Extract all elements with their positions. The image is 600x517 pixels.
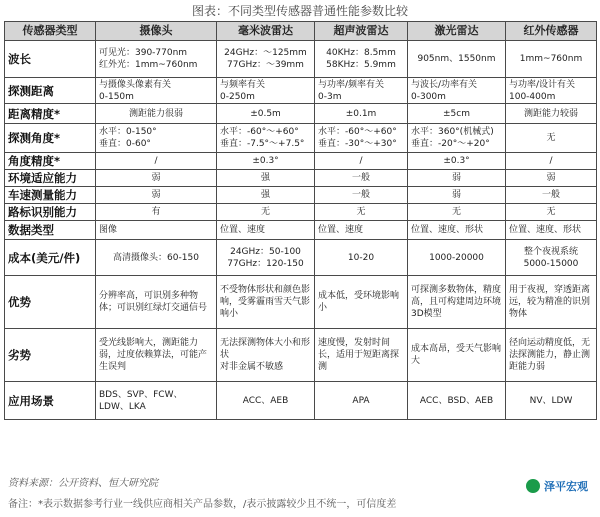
cell-text: 弱 (451, 173, 461, 183)
cell-text: 强 (260, 190, 270, 200)
table-cell (506, 153, 597, 170)
table-cell (506, 187, 597, 204)
cell-text: 受光线影响大，测距能力弱，过度依赖算法，可能产生误判 (99, 338, 208, 372)
cell-text: 垂直：-7.5°～+7.5° (220, 139, 305, 149)
header-col-1: 摄像头 (96, 22, 217, 41)
table-cell (96, 382, 217, 420)
cell-text: 100-400m (509, 91, 556, 102)
cell-text: 无 (546, 133, 556, 143)
cell-text: 水平：0-150° (99, 127, 157, 137)
cell-text: 77GHz：120-150 (227, 258, 304, 269)
cell-text: 0-150m (99, 91, 134, 102)
cell-text: 无 (451, 207, 461, 217)
cell-text: 0-250m (220, 91, 255, 102)
table-cell (96, 78, 217, 104)
table-cell (315, 153, 408, 170)
row-label: 车速测量能力 (5, 187, 96, 204)
table-cell (315, 78, 408, 104)
cell-text: 弱 (546, 173, 556, 183)
table-cell (506, 124, 597, 153)
cell-text: ±0.3° (252, 156, 279, 166)
cell-text: 水平：-60°～+60° (318, 127, 397, 137)
row-label: 成本(美元/件) (5, 240, 96, 276)
header-row (5, 22, 597, 41)
table-cell (96, 276, 217, 329)
table-cell (217, 153, 315, 170)
cell-text: 与频率有关 (220, 79, 266, 90)
cell-text: / (359, 156, 363, 166)
table-row (5, 221, 597, 240)
cell-text: 一般 (351, 173, 370, 183)
cell-text: 10-20 (347, 252, 375, 263)
cell-text: 弱 (151, 190, 161, 200)
cell-text: 一般 (541, 190, 560, 200)
cell-text: 与摄像头像素有关 (99, 79, 172, 90)
table-row (5, 78, 597, 104)
cell-text: 测距能力很弱 (128, 108, 183, 119)
table-cell (408, 221, 506, 240)
cell-text: 24GHz：50-100 (230, 246, 301, 257)
cell-text: 弱 (451, 190, 461, 200)
cell-text: 无法探测物体大小和形状 (220, 338, 311, 360)
table-cell (217, 187, 315, 204)
table-cell (96, 170, 217, 187)
table-cell (408, 124, 506, 153)
table-cell (315, 382, 408, 420)
watermark-logo (526, 478, 588, 494)
cell-text: 0-3m (318, 91, 342, 102)
row-label: 探测角度* (5, 124, 96, 153)
table-cell (217, 329, 315, 382)
cell-text: 垂直：-20°～+20° (411, 139, 490, 149)
table-cell (315, 124, 408, 153)
cell-text: 位置、速度、形状 (509, 225, 582, 235)
table-row (5, 153, 597, 170)
table-cell (217, 221, 315, 240)
row-label: 优势 (5, 276, 96, 329)
table-cell (408, 41, 506, 78)
cell-text: / (154, 156, 158, 166)
table-cell (408, 276, 506, 329)
cell-text: 对非金属不敏感 (220, 362, 284, 372)
row-label: 应用场景 (5, 382, 96, 420)
table-cell (506, 78, 597, 104)
table-cell (315, 187, 408, 204)
cell-text: / (549, 156, 553, 166)
cell-text: 位置、速度、形状 (411, 225, 484, 235)
table-cell (315, 276, 408, 329)
cell-text: ACC、AEB (242, 395, 289, 406)
cell-text: 图像 (99, 225, 118, 235)
table-cell (217, 276, 315, 329)
cell-text: 位置、速度 (220, 225, 266, 235)
cell-text: ±0.5m (250, 108, 281, 119)
cell-text: 水平：-60°～+60° (220, 127, 299, 137)
cell-text: BDS、SVP、FCW、 (99, 389, 183, 400)
cell-text: 77GHz：～39mm (227, 60, 304, 70)
table-cell (408, 78, 506, 104)
row-label: 数据类型 (5, 221, 96, 240)
row-label: 探测距离 (5, 78, 96, 104)
cell-text: 1000-20000 (429, 252, 484, 263)
cell-text: 垂直：-30°～+30° (318, 139, 397, 149)
cell-text: ACC、BSD、AEB (419, 395, 494, 406)
table-cell (96, 41, 217, 78)
cell-text: 无 (260, 207, 270, 217)
cell-text: 垂直：0-60° (99, 139, 151, 149)
cell-text: 1mm~760nm (519, 54, 583, 64)
table-cell (408, 240, 506, 276)
cell-text: APA (352, 395, 370, 406)
cell-text: 5000-15000 (523, 258, 579, 269)
cell-text: ±5cm (443, 108, 470, 119)
table-cell (217, 104, 315, 124)
table-row (5, 240, 597, 276)
table-cell (96, 124, 217, 153)
table-cell (217, 382, 315, 420)
cell-text: 径向运动精度低，无法探测能力，静止测距能力弱 (509, 338, 591, 372)
cell-text: 强 (260, 173, 270, 183)
table-cell (96, 204, 217, 221)
row-label: 环境适应能力 (5, 170, 96, 187)
header-col-2: 毫米波雷达 (217, 22, 315, 41)
table-cell (217, 41, 315, 78)
cell-text: 与波长/功率有关 (411, 79, 478, 90)
table-row (5, 204, 597, 221)
cell-text: 测距能力较弱 (523, 108, 578, 119)
cell-text: 可探测多数物体，精度高，且可构建周边环境3D模型 (411, 285, 502, 319)
table-cell (506, 329, 597, 382)
table-cell (96, 187, 217, 204)
table-cell (96, 221, 217, 240)
cell-text: 整个夜视系统 (523, 246, 578, 257)
table-cell (217, 124, 315, 153)
table-cell (315, 221, 408, 240)
footnote: 备注：*表示数据参考行业一线供应商相关产品参数，/表示披露较少且不统一，可信度差 (8, 499, 397, 510)
table-cell (408, 382, 506, 420)
cell-text: 成本高昂，受天气影响大 (411, 344, 502, 366)
table-cell (506, 204, 597, 221)
header-col-4: 激光雷达 (408, 22, 506, 41)
table-cell (217, 78, 315, 104)
table-row (5, 276, 597, 329)
row-label: 路标识别能力 (5, 204, 96, 221)
table-cell (506, 170, 597, 187)
cell-text: 红外光：1mm~760nm (99, 60, 198, 70)
table-cell (217, 240, 315, 276)
cell-text: 用于夜视，穿透距离远，较为精准的识别物体 (509, 285, 591, 319)
table-cell (315, 204, 408, 221)
table-cell (96, 240, 217, 276)
cell-text: LDW、LKA (99, 401, 146, 412)
cell-text: 不受物体形状和颜色影响，受雾霾雨雪天气影响小 (220, 285, 311, 319)
table-cell (315, 104, 408, 124)
table-row (5, 41, 597, 78)
table-row (5, 124, 597, 153)
cell-text: 与功率/设计有关 (509, 79, 576, 90)
table-cell (506, 276, 597, 329)
table-cell (96, 329, 217, 382)
cell-text: 水平：360°(机械式) (411, 127, 494, 137)
source-note: 资料来源：公开资料、恒大研究院 (8, 478, 158, 489)
table-cell (408, 104, 506, 124)
header-col-3: 超声波雷达 (315, 22, 408, 41)
header-sensor-type: 传感器类型 (5, 22, 96, 41)
cell-text: 58KHz：5.9mm (326, 60, 396, 70)
table-cell (408, 170, 506, 187)
cell-text: 位置、速度 (318, 225, 364, 235)
cell-text: 可见光：390-770nm (99, 48, 188, 58)
cell-text: 成本低，受环境影响小 (318, 291, 400, 313)
table-cell (315, 170, 408, 187)
row-label: 劣势 (5, 329, 96, 382)
sensor-comparison-table (4, 21, 597, 420)
cell-text: 与功率/频率有关 (318, 79, 385, 90)
table-row (5, 382, 597, 420)
watermark-text: 泽平宏观 (544, 480, 588, 493)
table-cell (96, 104, 217, 124)
table-cell (217, 204, 315, 221)
table-cell (506, 104, 597, 124)
cell-text: ±0.3° (443, 156, 470, 166)
row-label: 波长 (5, 41, 96, 78)
cell-text: NV、LDW (529, 395, 573, 406)
table-cell (506, 221, 597, 240)
table-row (5, 104, 597, 124)
table-cell (506, 240, 597, 276)
cell-text: 有 (151, 207, 161, 217)
cell-text: ±0.1m (345, 108, 377, 119)
table-row (5, 329, 597, 382)
cell-text: 无 (356, 207, 366, 217)
table-cell (408, 329, 506, 382)
cell-text: 高清摄像头：60-150 (113, 252, 199, 263)
cell-text: 24GHz：～125mm (224, 48, 307, 58)
table-title: 图表：不同类型传感器普通性能参数比较 (191, 4, 408, 18)
cell-text: 40KHz：8.5mm (326, 48, 396, 58)
table-cell (315, 41, 408, 78)
table-cell (506, 382, 597, 420)
header-col-5: 红外传感器 (506, 22, 597, 41)
table-cell (315, 329, 408, 382)
cell-text: 弱 (151, 173, 161, 183)
table-cell (217, 170, 315, 187)
table-row (5, 187, 597, 204)
cell-text: 分辨率高，可识别多种物体；可识别红绿灯交通信号 (99, 291, 208, 313)
table-cell (408, 153, 506, 170)
table-cell (408, 204, 506, 221)
table-row (5, 170, 597, 187)
table-cell (315, 240, 408, 276)
cell-text: 无 (546, 207, 556, 217)
cell-text: 0-300m (411, 91, 446, 102)
cell-text: 905nm、1550nm (417, 54, 496, 64)
table-cell (506, 41, 597, 78)
wechat-logo-icon (526, 479, 540, 493)
row-label: 角度精度* (5, 153, 96, 170)
cell-text: 一般 (351, 190, 370, 200)
table-cell (96, 153, 217, 170)
table-cell (408, 187, 506, 204)
cell-text: 速度慢，发射时间长，适用于短距离探测 (318, 338, 400, 372)
row-label: 距离精度* (5, 104, 96, 124)
